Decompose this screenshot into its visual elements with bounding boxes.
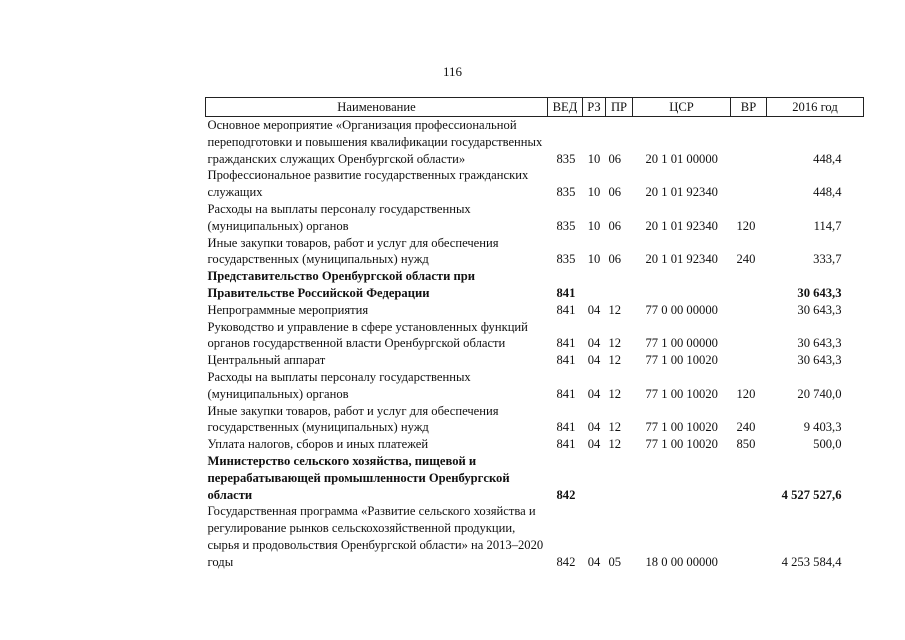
row-rz: 04 — [587, 420, 601, 435]
row-csr: 77 1 00 00000 — [645, 336, 718, 351]
row-vr — [731, 503, 767, 570]
row-amount: 9 403,3 — [803, 420, 842, 435]
row-name: Уплата налогов, сборов и иных платежей — [207, 437, 429, 452]
row-name: Руководство и управление в сфере установленных функций органов государственной власти Оренбургской области — [207, 319, 528, 351]
row-csr: 77 1 00 10020 — [645, 437, 718, 452]
row-rz: 10 — [587, 218, 601, 233]
row-ved: 841 — [556, 420, 576, 435]
row-vr: 240 — [736, 420, 756, 435]
row-name: Непрограммные мероприятия — [207, 302, 369, 317]
row-pr: 06 — [608, 185, 622, 200]
row-amount: 114,7 — [813, 218, 842, 233]
row-pr: 05 — [608, 554, 622, 569]
row-pr: 06 — [608, 151, 622, 166]
header-csr: ЦСР — [633, 98, 731, 117]
row-pr: 12 — [608, 353, 622, 368]
table-row — [206, 352, 864, 369]
row-vr — [731, 453, 767, 503]
row-pr: 12 — [608, 420, 622, 435]
row-rz: 10 — [587, 252, 601, 267]
row-rz: 04 — [587, 554, 601, 569]
row-rz: 10 — [587, 151, 601, 166]
budget-table — [205, 97, 864, 571]
row-pr: 12 — [608, 302, 622, 317]
row-csr: 77 0 00 00000 — [645, 302, 718, 317]
row-csr: 77 1 00 10020 — [645, 353, 718, 368]
row-name: Основное мероприятие «Организация профессиональной переподготовки и повышения квалификации государственных гражданских служащих Оренбургской области» — [207, 118, 543, 166]
row-ved: 841 — [556, 302, 576, 317]
row-vr: 120 — [736, 218, 756, 233]
table-header — [206, 98, 864, 117]
row-vr — [731, 319, 767, 353]
row-amount: 30 643,3 — [797, 302, 842, 317]
row-csr: 77 1 00 10020 — [645, 386, 718, 401]
header-name: Наименование — [206, 98, 548, 117]
page-number: 116 — [442, 64, 463, 79]
row-name: Представительство Оренбургской области при Правительстве Российской Федерации — [207, 269, 476, 300]
table-row — [206, 436, 864, 453]
row-rz — [583, 453, 606, 503]
header-vr: ВР — [731, 98, 767, 117]
row-ved: 835 — [556, 185, 576, 200]
row-vr — [731, 167, 767, 201]
row-csr: 20 1 01 92340 — [645, 218, 718, 233]
row-ved: 841 — [556, 285, 576, 300]
row-amount: 30 643,3 — [797, 353, 842, 368]
table-row — [206, 117, 864, 168]
row-ved: 842 — [556, 554, 576, 569]
header-ved: ВЕД — [548, 98, 583, 117]
row-csr: 20 1 01 92340 — [645, 252, 718, 267]
row-ved: 835 — [556, 218, 576, 233]
row-ved: 841 — [556, 336, 576, 351]
row-csr: 77 1 00 10020 — [645, 420, 718, 435]
row-vr: 120 — [736, 386, 756, 401]
row-name: Министерство сельского хозяйства, пищевой и перерабатывающей промышленности Оренбургской области — [207, 453, 510, 502]
row-csr — [633, 268, 731, 302]
table-row-section — [206, 268, 864, 302]
row-csr: 20 1 01 00000 — [645, 151, 718, 166]
row-amount: 30 643,3 — [797, 336, 842, 351]
row-amount: 333,7 — [813, 252, 842, 267]
table-row — [206, 403, 864, 437]
row-rz: 10 — [587, 185, 601, 200]
table-row — [206, 235, 864, 269]
row-csr: 18 0 00 00000 — [645, 554, 718, 569]
row-pr: 06 — [608, 218, 622, 233]
header-row — [206, 98, 864, 117]
row-amount: 20 740,0 — [797, 386, 842, 401]
row-amount: 4 253 584,4 — [781, 554, 842, 569]
table-row — [206, 319, 864, 353]
row-pr: 12 — [608, 437, 622, 452]
row-csr — [633, 453, 731, 503]
row-pr: 12 — [608, 386, 622, 401]
row-vr — [731, 302, 767, 319]
row-rz: 04 — [587, 386, 601, 401]
row-ved: 841 — [556, 386, 576, 401]
row-vr: 240 — [736, 252, 756, 267]
row-ved: 841 — [556, 353, 576, 368]
row-amount: 500,0 — [813, 437, 842, 452]
row-rz: 04 — [587, 437, 601, 452]
header-pr: ПР — [606, 98, 633, 117]
header-rz: РЗ — [583, 98, 606, 117]
row-rz — [583, 268, 606, 302]
row-pr: 12 — [608, 336, 622, 351]
table-row — [206, 503, 864, 570]
row-amount: 4 527 527,6 — [781, 487, 842, 502]
row-name: Профессиональное развитие государственных гражданских служащих — [207, 168, 529, 200]
row-ved: 841 — [556, 437, 576, 452]
row-name: Государственная программа «Развитие сельского хозяйства и регулирование рынков сельскохозяйственной продукции, сырья и продовольствия Оренбургской области» на 2013–2020 годы — [207, 504, 544, 569]
row-vr: 850 — [736, 437, 756, 452]
row-pr: 06 — [608, 252, 622, 267]
row-name: Центральный аппарат — [207, 353, 326, 368]
row-name: Расходы на выплаты персоналу государственных (муниципальных) органов — [207, 369, 471, 401]
row-name: Иные закупки товаров, работ и услуг для обеспечения государственных (муниципальных) нужд — [207, 235, 499, 267]
row-pr — [606, 453, 633, 503]
table-row-section — [206, 453, 864, 503]
row-pr — [606, 268, 633, 302]
row-amount: 448,4 — [813, 185, 842, 200]
row-vr — [731, 268, 767, 302]
row-amount: 30 643,3 — [797, 285, 842, 300]
table-row — [206, 167, 864, 201]
row-ved: 835 — [556, 252, 576, 267]
header-year: 2016 год — [767, 98, 864, 117]
table-row — [206, 302, 864, 319]
row-amount: 448,4 — [813, 151, 842, 166]
row-rz: 04 — [587, 353, 601, 368]
row-vr — [731, 352, 767, 369]
row-name: Иные закупки товаров, работ и услуг для обеспечения государственных (муниципальных) нужд — [207, 403, 499, 435]
row-vr — [731, 117, 767, 168]
table-row — [206, 201, 864, 235]
row-ved: 842 — [556, 487, 576, 502]
table-row — [206, 369, 864, 403]
row-ved: 835 — [556, 151, 576, 166]
row-csr: 20 1 01 92340 — [645, 185, 718, 200]
row-rz: 04 — [587, 302, 601, 317]
table-body — [206, 117, 864, 571]
row-rz: 04 — [587, 336, 601, 351]
row-name: Расходы на выплаты персоналу государственных (муниципальных) органов — [207, 201, 471, 233]
